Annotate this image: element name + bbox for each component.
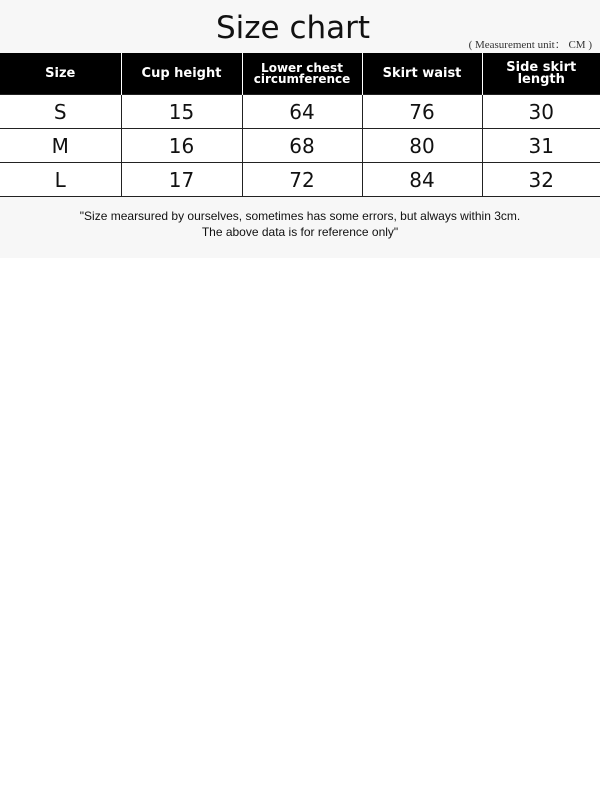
cell-size: M <box>0 129 121 163</box>
cell-lower-chest: 64 <box>242 95 362 129</box>
table-row <box>0 163 600 197</box>
table-row <box>0 95 600 129</box>
cell-size: S <box>0 95 121 129</box>
table-row <box>0 129 600 163</box>
cell-side-skirt-length: 30 <box>482 95 600 129</box>
header-cup-height: Cup height <box>121 53 242 95</box>
header-side-skirt-length: Side skirt length <box>482 53 600 95</box>
table-header-row <box>0 53 600 95</box>
cell-skirt-waist: 80 <box>362 129 482 163</box>
disclaimer-note <box>0 208 600 240</box>
cell-lower-chest: 68 <box>242 129 362 163</box>
cell-skirt-waist: 76 <box>362 95 482 129</box>
disclaimer-line-1: "Size mearsured by ourselves, sometimes has some errors, but always within 3cm. <box>79 209 521 223</box>
cell-cup-height: 15 <box>121 95 242 129</box>
cell-size: L <box>0 163 121 197</box>
disclaimer-line-2: The above data is for reference only" <box>201 225 399 239</box>
cell-cup-height: 16 <box>121 129 242 163</box>
cell-side-skirt-length: 31 <box>482 129 600 163</box>
size-table <box>0 53 600 197</box>
header-lower-chest-circumference <box>242 53 362 95</box>
measurement-unit-note: ( Measurement unit： CM ) <box>468 39 592 51</box>
page-title: Size chart <box>215 10 371 46</box>
header-skirt-waist: Skirt waist <box>362 53 482 95</box>
header-size: Size <box>0 53 121 95</box>
cell-lower-chest: 72 <box>242 163 362 197</box>
cell-side-skirt-length: 32 <box>482 163 600 197</box>
header-lower-chest-line-2: circumference <box>253 71 351 86</box>
size-chart-panel <box>0 0 600 258</box>
cell-cup-height: 17 <box>121 163 242 197</box>
header-lower-chest-line-1: Lower chest <box>261 60 343 75</box>
cell-skirt-waist: 84 <box>362 163 482 197</box>
